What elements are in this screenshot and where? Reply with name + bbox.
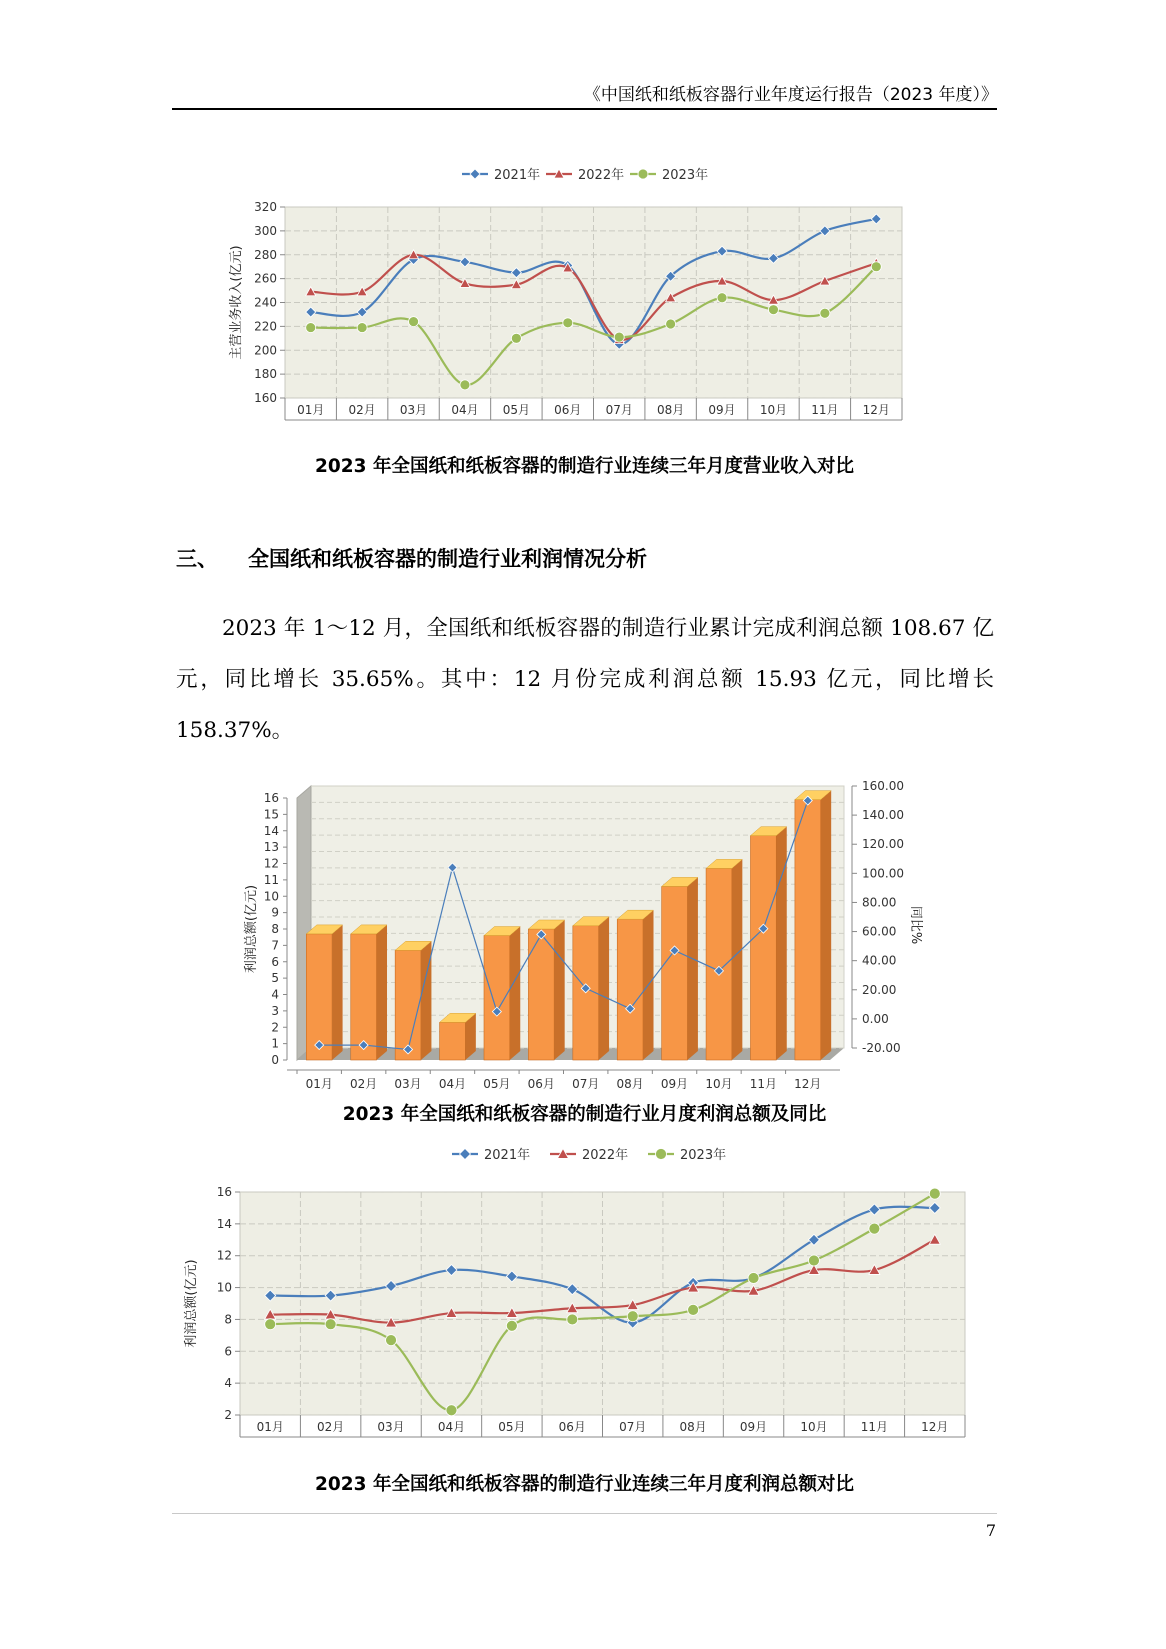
x-tick-label: 01月 bbox=[297, 403, 325, 417]
y-tick-label: 11 bbox=[263, 872, 279, 887]
y-tick-label: 200 bbox=[254, 343, 277, 358]
y-tick-label: 0 bbox=[271, 1053, 279, 1067]
chart1-caption: 2023 年全国纸和纸板容器的制造行业连续三年月度营业收入对比 bbox=[315, 456, 854, 477]
y-tick-label: 6 bbox=[224, 1344, 232, 1359]
footer-rule bbox=[172, 1513, 997, 1514]
x-tick-label: 04月 bbox=[438, 1077, 467, 1091]
legend-label: 2022年 bbox=[582, 1148, 629, 1163]
y-tick-label: 2 bbox=[271, 1020, 279, 1035]
x-tick-label: 12月 bbox=[921, 1420, 949, 1434]
data-point bbox=[386, 1335, 397, 1346]
x-tick-label: 12月 bbox=[794, 1077, 822, 1091]
y-tick-label: 260 bbox=[254, 271, 277, 286]
legend-label: 2021年 bbox=[484, 1148, 531, 1163]
legend bbox=[452, 1147, 726, 1163]
y-tick-label: 280 bbox=[254, 247, 277, 262]
y-tick-label: 300 bbox=[254, 223, 277, 238]
data-point bbox=[325, 1319, 336, 1330]
x-tick-label: 11月 bbox=[749, 1077, 778, 1091]
running-header: 《中国纸和纸板容器行业年度运行报告（2023 年度）》 bbox=[583, 85, 998, 105]
data-point bbox=[688, 1304, 699, 1315]
y-tick-label: 15 bbox=[263, 807, 279, 822]
y-tick-label: 220 bbox=[254, 319, 277, 334]
x-tick-label: 03月 bbox=[394, 1077, 422, 1091]
x-tick-label: 07月 bbox=[605, 403, 633, 417]
y2-tick-label: 160.00 bbox=[862, 779, 904, 793]
y-tick-label: 14 bbox=[216, 1216, 232, 1231]
y-tick-label: 4 bbox=[224, 1376, 232, 1391]
x-tick-label: 02月 bbox=[349, 1077, 378, 1091]
y2-tick-label: 0.00 bbox=[862, 1011, 889, 1026]
y-tick-label: 13 bbox=[263, 840, 279, 855]
y2-tick-label: 80.00 bbox=[862, 895, 897, 910]
x-tick-label: 03月 bbox=[399, 403, 428, 417]
x-tick-label: 04月 bbox=[437, 1420, 466, 1434]
chart3-caption: 2023 年全国纸和纸板容器的制造行业连续三年月度利润总额对比 bbox=[315, 1474, 854, 1495]
x-tick-label: 01月 bbox=[256, 1420, 284, 1434]
section-title: 全国纸和纸板容器的制造行业利润情况分析 bbox=[248, 547, 647, 571]
x-tick-label: 05月 bbox=[498, 1420, 526, 1434]
data-point bbox=[265, 1319, 276, 1330]
y-axis-title: 利润总额(亿元) bbox=[244, 884, 259, 974]
y2-axis-title: 同比% bbox=[908, 905, 923, 945]
x-tick-label: 09月 bbox=[739, 1420, 768, 1434]
x-tick-label: 06月 bbox=[558, 1420, 586, 1434]
y-tick-label: 9 bbox=[271, 905, 279, 920]
x-tick-label: 08月 bbox=[616, 1077, 644, 1091]
x-tick-label: 08月 bbox=[656, 403, 685, 417]
y2-tick-label: 40.00 bbox=[862, 953, 897, 968]
y2-tick-label: 60.00 bbox=[862, 924, 897, 939]
y-tick-label: 10 bbox=[216, 1280, 232, 1295]
y-tick-label: 1 bbox=[271, 1036, 279, 1051]
y-tick-label: 14 bbox=[263, 823, 279, 838]
y-tick-label: 16 bbox=[216, 1185, 232, 1199]
y-tick-label: 8 bbox=[271, 922, 279, 936]
x-tick-label: 07月 bbox=[572, 1077, 600, 1091]
y-tick-label: 6 bbox=[271, 954, 279, 969]
x-tick-label: 11月 bbox=[860, 1420, 889, 1434]
data-point bbox=[567, 1314, 578, 1325]
data-point bbox=[808, 1255, 819, 1266]
y-tick-label: 10 bbox=[263, 889, 279, 904]
section-number: 三、 bbox=[176, 547, 218, 571]
x-tick-label: 01月 bbox=[305, 1077, 333, 1091]
data-point bbox=[506, 1320, 517, 1331]
x-tick-label: 05月 bbox=[483, 1077, 511, 1091]
data-point bbox=[627, 1311, 638, 1322]
y-tick-label: 7 bbox=[271, 938, 279, 953]
y-tick-label: 320 bbox=[254, 200, 277, 214]
x-tick-label: 11月 bbox=[811, 403, 839, 417]
x-tick-label: 03月 bbox=[377, 1420, 405, 1434]
y-tick-label: 8 bbox=[224, 1312, 232, 1327]
x-tick-label: 06月 bbox=[554, 403, 582, 417]
y-tick-label: 2 bbox=[224, 1408, 232, 1422]
y-tick-label: 3 bbox=[271, 1003, 279, 1018]
chart2-caption: 2023 年全国纸和纸板容器的制造行业月度利润总额及同比 bbox=[342, 1104, 827, 1125]
x-tick-label: 10月 bbox=[705, 1077, 733, 1091]
x-tick-label: 02月 bbox=[316, 1420, 345, 1434]
x-tick-label: 08月 bbox=[679, 1420, 707, 1434]
legend-label: 2022年 bbox=[578, 168, 625, 183]
legend-label: 2023年 bbox=[662, 168, 709, 183]
data-point bbox=[929, 1188, 940, 1199]
legend-label: 2021年 bbox=[494, 168, 541, 183]
x-tick-label: 05月 bbox=[502, 403, 531, 417]
x-tick-label: 10月 bbox=[759, 403, 788, 417]
body-paragraph: 2023 年 1～12 月，全国纸和纸板容器的制造行业累计完成利润总额 108.67 亿元，同比增长 35.65%。其中：12 月份完成利润总额 15.93 亿元，同比增长 158.37%。 bbox=[176, 616, 994, 743]
y2-tick-label: 120.00 bbox=[862, 837, 904, 852]
y2-tick-label: -20.00 bbox=[862, 1041, 901, 1055]
legend-label: 2023年 bbox=[680, 1148, 727, 1163]
x-tick-label: 10月 bbox=[800, 1420, 828, 1434]
y-tick-label: 180 bbox=[254, 367, 277, 382]
x-tick-label: 09月 bbox=[660, 1077, 689, 1091]
y-tick-label: 240 bbox=[254, 295, 277, 310]
y-tick-label: 16 bbox=[263, 791, 279, 805]
x-tick-label: 09月 bbox=[708, 403, 736, 417]
legend-marker bbox=[460, 1149, 471, 1160]
y-tick-label: 160 bbox=[254, 391, 277, 405]
legend-marker bbox=[656, 1149, 667, 1160]
data-point bbox=[869, 1223, 880, 1234]
y-tick-label: 5 bbox=[271, 971, 279, 986]
y2-tick-label: 100.00 bbox=[862, 866, 904, 881]
y2-tick-label: 140.00 bbox=[862, 808, 904, 823]
x-tick-label: 07月 bbox=[619, 1420, 647, 1434]
y-axis-title: 主营业务收入(亿元) bbox=[229, 245, 244, 360]
x-tick-label: 02月 bbox=[348, 403, 376, 417]
y-tick-label: 4 bbox=[271, 987, 279, 1002]
x-tick-label: 06月 bbox=[527, 1077, 555, 1091]
y-tick-label: 12 bbox=[216, 1248, 232, 1263]
x-tick-label: 04月 bbox=[451, 403, 479, 417]
x-tick-label: 12月 bbox=[862, 403, 890, 417]
y-axis-title: 利润总额(亿元) bbox=[184, 1259, 199, 1348]
y2-tick-label: 20.00 bbox=[862, 982, 897, 997]
page-number: 7 bbox=[985, 1521, 996, 1540]
data-point bbox=[748, 1273, 759, 1284]
data-point bbox=[446, 1405, 457, 1416]
y-tick-label: 12 bbox=[263, 856, 279, 871]
